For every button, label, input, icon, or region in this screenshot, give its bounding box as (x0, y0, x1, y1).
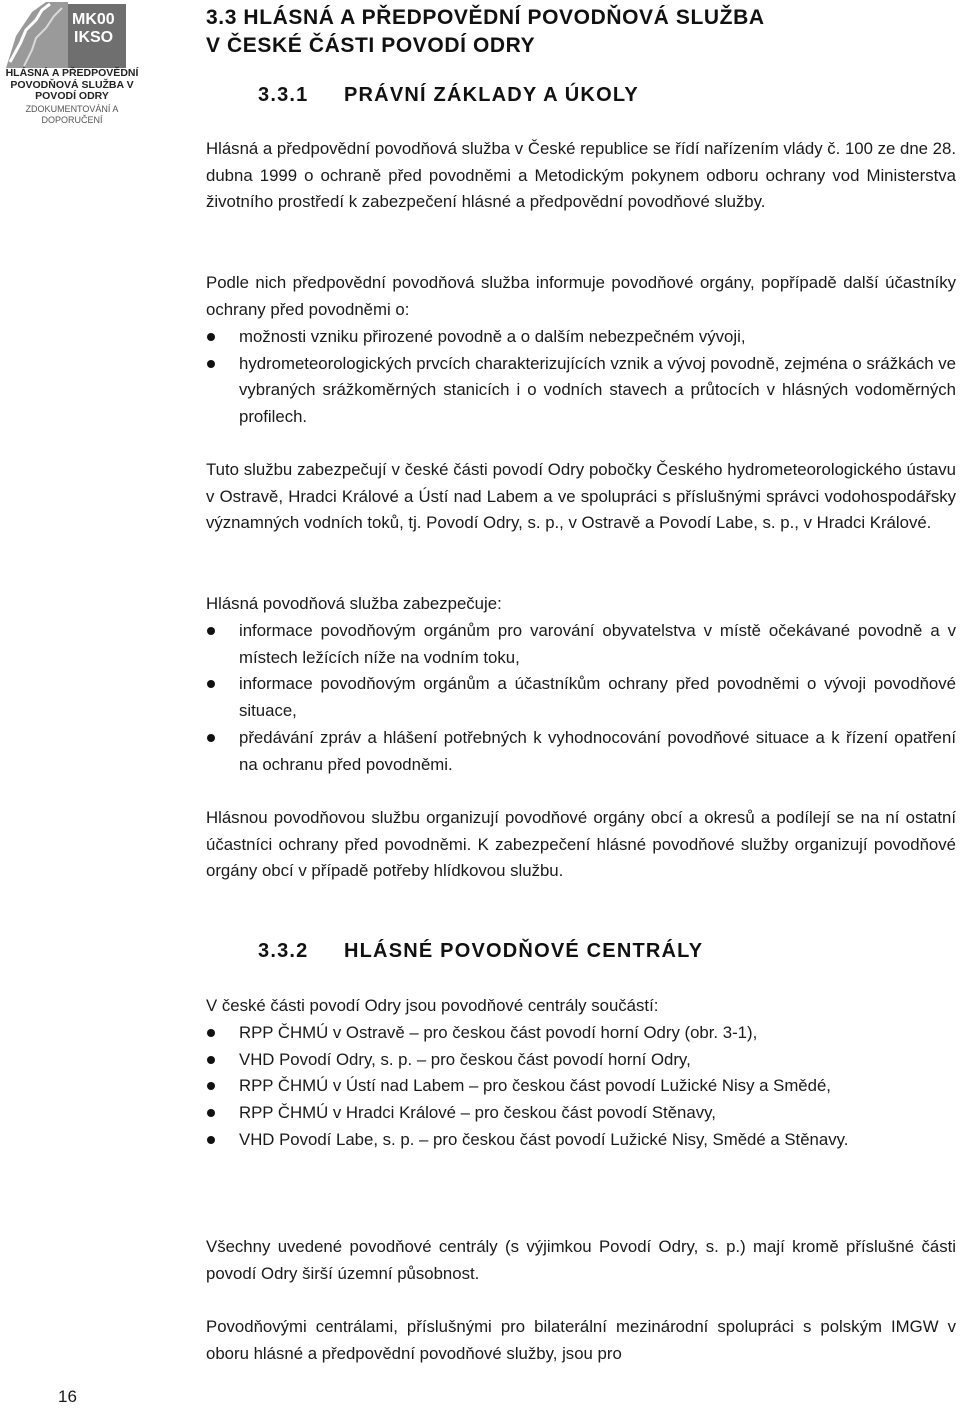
list-item (206, 1047, 956, 1074)
section-title: HLÁSNÉ POVODŇOVÉ CENTRÁLY (344, 940, 704, 962)
paragraph-organisation: Hlásnou povodňovou službu organizují povodňové orgány obcí a okresů a podílejí se na ní ostatní účastníci ochrany před povodněmi. K zabezpečení hlásné povodňové služby organizují povodňové orgány obcí v případě potřeby hlídkovou službu. (206, 808, 956, 881)
section-number: 3.3.2 (258, 940, 309, 962)
list-item (206, 671, 956, 724)
mkoo-logo (6, 2, 138, 68)
bullet-icon (207, 1109, 215, 1117)
list-item-text: RPP ČHMÚ v Hradci Králové – pro českou část povodí Stěnavy, (239, 1103, 716, 1123)
section-number: 3.3.1 (258, 84, 309, 106)
bullet-icon (207, 1082, 215, 1090)
section-heading-3-3-1 (258, 82, 639, 108)
bullet-icon (207, 680, 215, 688)
bullet-icon (207, 734, 215, 742)
bullet-icon (207, 360, 215, 368)
paragraph-territorial-scope: Všechny uvedené povodňové centrály (s výjimkou Povodí Odry, s. p.) mají kromě příslušné části povodí Odry širší územní působnost. (206, 1237, 956, 1283)
list-item-text: hydrometeorologických prvcích charakterizujících vznik a vývoj povodně, zejména o srážkách ve vybraných srážkoměrných stanicích i o vodních stavech a průtocích v hlásných vodoměrných profilech. (239, 353, 956, 427)
paragraph-service-providers: Tuto službu zabezpečují v české části povodí Odry pobočky Českého hydrometeorologického ústavu v Ostravě, Hradci Králové a Ústí nad Labem a ve spolupráci s příslušnými správci vodohospodářsky významných vodních toků, tj. Povodí Odry, s. p., v Ostravě a Povodí Labe, s. p., v Hradci Králové. (206, 460, 956, 533)
list-item-text: informace povodňovým orgánům a účastníkům ochrany před povodněmi o vývoji povodňové situace, (239, 674, 956, 721)
paragraph-centrals-intro: V české části povodí Odry jsou povodňové centrály součástí: (206, 996, 659, 1015)
list-item-text: VHD Povodí Odry, s. p. – pro českou část povodí horní Odry, (239, 1049, 691, 1069)
bullet-icon (207, 1029, 215, 1037)
section-heading-3-3-2 (258, 938, 703, 964)
list-item-text: možnosti vzniku přirozené povodně a o dalším nebezpečném vývoji, (239, 327, 746, 346)
page-title (206, 4, 765, 60)
bullet-icon (207, 1056, 215, 1064)
list-item (206, 1127, 956, 1154)
section-title: PRÁVNÍ ZÁKLADY A ÚKOLY (344, 84, 639, 106)
bullet-icon (207, 627, 215, 635)
sidebar-subtitle: ZDOKUMENTOVÁNÍ A DOPORUČENÍ (25, 104, 119, 125)
list-item (206, 618, 956, 671)
list-item (206, 351, 956, 431)
centrals-list (206, 1020, 956, 1154)
list-item (206, 324, 956, 351)
page-title-line-2: V ČESKÉ ČÁSTI POVODÍ ODRY (206, 34, 536, 57)
paragraph-bilateral-cooperation: Povodňovými centrálami, příslušnými pro bilaterální mezinárodní spolupráci s polským IMGW v oboru hlásné a předpovědní povodňové služby, jsou pro (206, 1317, 956, 1363)
paragraph-forecast-service: Podle nich předpovědní povodňová služba informuje povodňové orgány, popřípadě další účastníky ochrany před povodněmi o: (206, 273, 956, 319)
list-item (206, 1020, 956, 1047)
page-number: 16 (58, 1387, 77, 1406)
list-item (206, 1100, 956, 1127)
svg-text:MK00: MK00 (72, 11, 115, 28)
page-title-line-1: 3.3 HLÁSNÁ A PŘEDPOVĚDNÍ POVODŇOVÁ SLUŽBA (206, 6, 765, 29)
sidebar-title: HLÁSNÁ A PŘEDPOVĚDNÍ POVODŇOVÁ SLUŽBA V POVODÍ ODRY (5, 67, 139, 102)
list-item (206, 725, 956, 778)
list-item-text: VHD Povodí Labe, s. p. – pro českou část povodí Lužické Nisy, Smědé a Stěnavy. (239, 1129, 849, 1149)
list-item-text: RPP ČHMÚ v Ústí nad Labem – pro českou část povodí Lužické Nisy a Smědé, (239, 1076, 831, 1096)
bullet-icon (207, 1136, 215, 1144)
warning-service-list (206, 618, 956, 778)
list-item (206, 1073, 956, 1100)
paragraph-legal-basis: Hlásná a předpovědní povodňová služba v České republice se řídí nařízením vlády č. 100 ze dne 28. dubna 1999 o ochraně před povodněmi a Metodickým pokynem odboru ochrany vod Ministerstva životního prostředí k zabezpečení hlásné a předpovědní povodňové služby. (206, 139, 957, 212)
paragraph-warning-service-intro: Hlásná povodňová služba zabezpečuje: (206, 594, 502, 613)
list-item-text: předávání zpráv a hlášení potřebných k vyhodnocování povodňové situace a k řízení opatření na ochranu před povodněmi. (239, 727, 956, 774)
list-item-text: RPP ČHMÚ v Ostravě – pro českou část povodí horní Odry (obr. 3-1), (239, 1023, 758, 1042)
forecast-info-list (206, 324, 956, 431)
svg-text:IKSO: IKSO (74, 29, 114, 46)
list-item-text: informace povodňovým orgánům pro varování obyvatelstva v místě očekávané povodně a v místech ležících níže na vodním toku, (239, 621, 956, 667)
bullet-icon (207, 333, 215, 341)
